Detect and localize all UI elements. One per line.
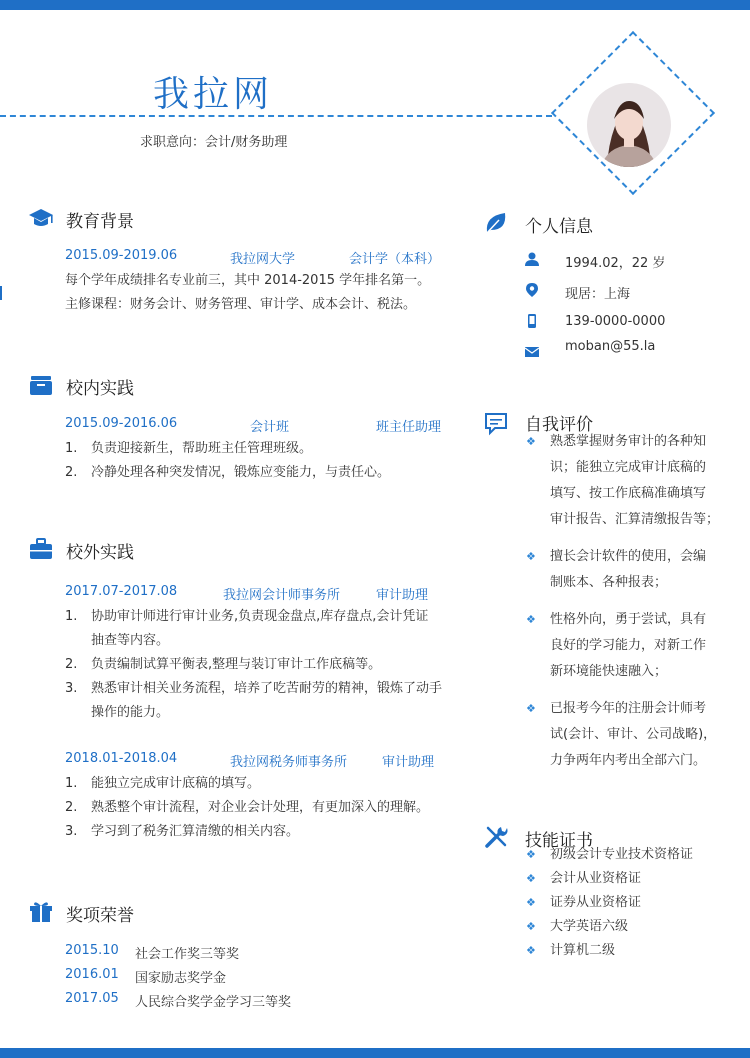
job2-period: 2018.01-2018.04 [65,751,178,766]
list-item: ❖ 熟悉掌握财务审计的各种知 [526,434,707,449]
left-edge-mark [0,286,2,300]
inbox-icon [28,372,54,398]
briefcase-icon [28,536,54,562]
award-text: 社会工作奖三等奖 [135,947,240,962]
list-item-cont: 抽查等内容。 [91,633,170,648]
list-item-cont: 操作的能力。 [91,705,170,720]
list-item: 1. 负责迎接新生，帮助班主任管理班级。 [65,441,313,456]
job1-period: 2017.07-2017.08 [65,584,178,599]
section-title-education: 教育背景 [66,212,134,232]
campus-org: 会计班 [250,420,290,435]
list-item: 2. 熟悉整个审计流程，对企业会计处理，有更加深入的理解。 [65,800,430,815]
list-item-cont: 制账本、各种报表； [550,575,668,590]
job1-role: 审计助理 [376,588,429,603]
list-item: 3. 熟悉审计相关业务流程，培养了吃苦耐劳的精神，锻炼了动手 [65,681,443,696]
edu-school: 我拉网大学 [230,252,296,267]
info-home: 现居：上海 [565,287,631,302]
bottom-bar [0,1048,750,1058]
list-item-cont: 试(会计、审计、公司战略)， [550,727,717,742]
list-item: 3. 学习到了税务汇算清缴的相关内容。 [65,824,300,839]
list-item: ❖ 大学英语六级 [526,919,629,934]
list-item: ❖ 计算机二级 [526,943,616,958]
award-text: 国家励志奖学金 [135,971,227,986]
list-item: 2. 负责编制试算平衡表,整理与装订审计工作底稿等。 [65,657,382,672]
award-date: 2017.05 [65,991,119,1006]
list-item: ❖ 初级会计专业技术资格证 [526,847,694,862]
candidate-name: 我拉网 [153,74,274,115]
award-date: 2016.01 [65,967,119,982]
job-intent: 求职意向：会计/财务助理 [140,135,288,150]
list-item: ❖ 擅长会计软件的使用，会编 [526,549,707,564]
gift-icon [28,898,54,924]
edu-period: 2015.09-2019.06 [65,248,178,263]
list-item: 1. 能独立完成审计底稿的填写。 [65,776,261,791]
info-phone: 139-0000-0000 [565,314,666,329]
list-item-cont: 力争两年内考出全部六门。 [550,753,707,768]
list-item: ❖ 会计从业资格证 [526,871,642,886]
edu-line: 主修课程：财务会计、财务管理、审计学、成本会计、税法。 [65,297,417,312]
user-icon [524,251,540,267]
section-title-awards: 奖项荣誉 [66,906,134,926]
job2-role: 审计助理 [382,755,435,770]
list-item: 1. 协助审计师进行审计业务,负责现金盘点,库存盘点,会计凭证 [65,609,429,624]
section-title-skills: 技能证书 [525,831,593,851]
award-text: 人民综合奖学金学习三等奖 [135,995,292,1010]
mail-icon [524,344,540,360]
header-dashed-line [0,115,552,117]
award-date: 2015.10 [65,943,119,958]
job2-org: 我拉网税务师事务所 [230,755,348,770]
edu-major: 会计学（本科） [349,252,441,267]
chat-icon [483,410,509,436]
phone-icon [524,313,540,329]
section-title-external: 校外实践 [66,543,134,563]
self-evaluation-block [526,429,726,774]
edu-line: 每个学年成绩排名专业前三，其中 2014-2015 学年排名第一。 [65,273,431,288]
list-item-cont: 良好的学习能力，对新工作 [550,638,707,653]
list-item-cont: 新环境能快速融入； [550,664,668,679]
list-item-cont: 识；能独立完成审计底稿的 [550,460,707,475]
leaf-icon [483,210,509,236]
list-item: ❖ 性格外向，勇于尝试，具有 [526,612,707,627]
info-email: moban@55.la [565,339,656,354]
info-birth: 1994.02，22 岁 [565,256,666,271]
avatar [587,83,671,167]
list-item-cont: 填写、按工作底稿准确填写 [550,486,707,501]
list-item-cont: 审计报告、汇算清缴报告等； [550,512,720,527]
job1-org: 我拉网会计师事务所 [223,588,341,603]
section-title-campus: 校内实践 [66,379,134,399]
section-title-self: 自我评价 [525,415,593,435]
list-item: ❖ 已报考今年的注册会计师考 [526,701,707,716]
location-pin-icon [524,282,540,298]
top-bar [0,0,750,10]
skills-list [526,843,693,963]
section-title-info: 个人信息 [525,217,593,237]
campus-role: 班主任助理 [376,420,442,435]
list-item: ❖ 证券从业资格证 [526,895,642,910]
tools-icon [483,824,509,850]
campus-period: 2015.09-2016.06 [65,416,178,431]
graduation-cap-icon [28,205,54,231]
list-item: 2. 冷静处理各种突发情况，锻炼应变能力，与责任心。 [65,465,391,480]
